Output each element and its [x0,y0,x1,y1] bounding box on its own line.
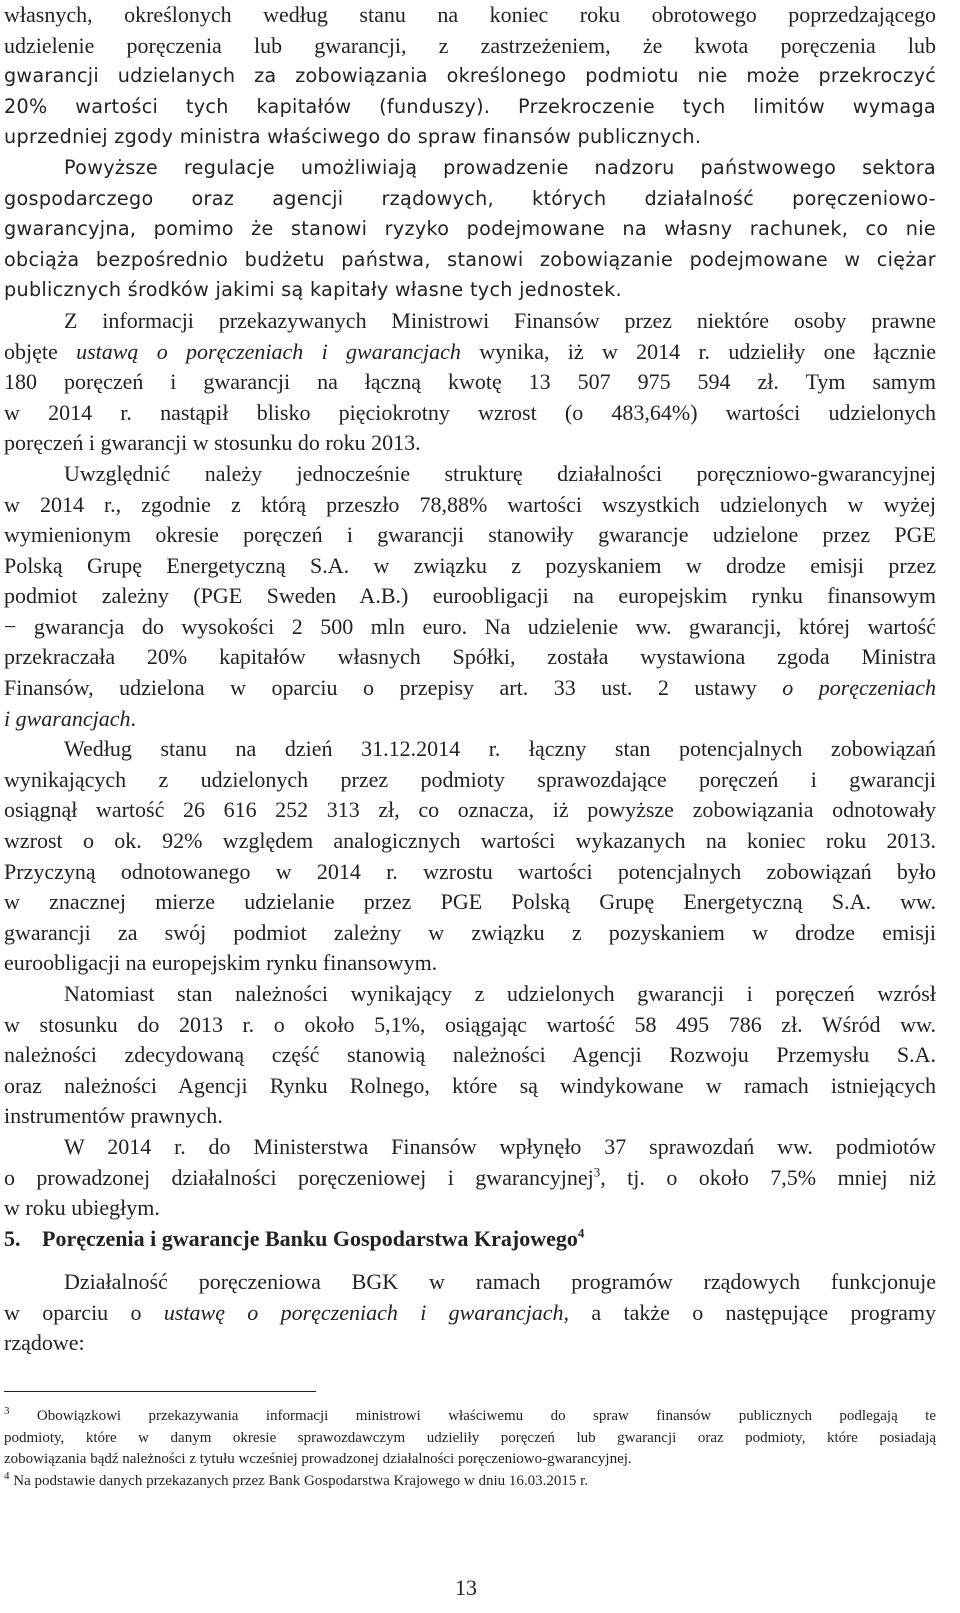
section-body [4,1267,936,1359]
text-line: euroobligacji na europejskim rynku finansowym. [4,950,438,976]
text-line: 180 poręczeń i gwarancji na łączną kwotę 13 507 975 594 zł. Tym samym [4,369,936,395]
text-span: Finansów, udzielona w oparciu o przepisy art. 33 ust. 2 ustawy [4,675,783,701]
section-title: Poręczenia i gwarancje Banku Gospodarstwa Krajowego [42,1226,578,1251]
section-paragraph [4,1267,936,1359]
italic-text: o poręczeniach [782,675,936,701]
text-line: Z informacji przekazywanych Ministrowi Finansów przez niektóre osoby prawne [64,307,936,333]
footnote-text: podmioty, które w danym okresie sprawozdawczym udzieliły poręczeń lub gwarancji oraz podmioty, które posiadają [4,1429,936,1446]
text-line: w 2014 r. nastąpił blisko pięciokrotny wzrost (o 483,64%) wartości udzielonych [4,399,936,425]
text-line: Polską Grupę Energetyczną S.A. w związku z pozyskaniem w drodze emisji przez [4,552,936,578]
body-text [4,0,936,1224]
text-span: . [130,705,136,731]
text-span: , a także o następujące programy [563,1299,936,1325]
text-line: publicznych środków jakimi są kapitały własne tych jednostek. [4,278,622,302]
footnote-ref: 4 [577,1225,585,1241]
text-line: obciąża bezpośrednio budżetu państwa, stanowi zobowiązanie podejmowane w ciężar [4,247,936,271]
text-span: objęte [4,338,77,364]
text-line: wzrost o ok. 92% względem analogicznych wartości wykazanych na koniec roku 2013. [4,828,936,854]
text-span: , tj. o około 7,5% mniej niż [600,1164,936,1190]
text-line: wynikających z udzielonych przez podmioty sprawozdające poręczeń i gwarancji [4,766,936,792]
text-line: podmiot zależny (PGE Sweden A.B.) euroobligacji na europejskim rynku finansowym [4,583,936,609]
text-line: udzielenie poręczenia lub gwarancji, z zastrzeżeniem, że kwota poręczenia lub [4,32,936,58]
text-line: wymienionym okresie poręczeń i gwarancji stanowiły gwarancje udzielone przez PGE [4,522,936,548]
text-line: w roku ubiegłym. [4,1195,160,1221]
footnote-line [4,1428,936,1450]
text-line: w 2014 r., zgodnie z którą przeszło 78,88% wartości wszystkich udzielonych w wyżej [4,491,936,517]
text-line: uprzedniej zgody ministra właściwego do spraw finansów publicznych. [4,125,702,149]
section-number: 5. [4,1226,21,1251]
text-line: przekraczała 20% kapitałów własnych Spółki, została wystawiona zgoda Ministra [4,644,936,670]
section-heading [4,1226,584,1252]
footnote-text: Obowiązkowi przekazywania informacji ministrowi właściwemu do spraw finansów publicznych podlegają te [9,1408,936,1424]
text-line: własnych, określonych według stanu na koniec roku obrotowego poprzedzającego [4,2,936,27]
text-line: Przyczyną odnotowanego w 2014 r. wzrostu wartości potencjalnych zobowiązań było [4,858,936,884]
text-line: osiągnął wartość 26 616 252 313 zł, co oznacza, iż powyższe zobowiązania odnotowały [4,797,936,823]
text-line: Powyższe regulacje umożliwiają prowadzenie nadzoru państwowego sektora [64,155,936,179]
footnote-separator [4,1391,316,1392]
text-line: w stosunku do 2013 r. o około 5,1%, osiągając wartość 58 495 786 zł. Wśród ww. [4,1011,936,1037]
text-line: Według stanu na dzień 31.12.2014 r. łączny stan potencjalnych zobowiązań [64,736,936,762]
text-line: rządowe: [4,1330,85,1356]
footnote-line [4,1449,936,1471]
text-line: gospodarczego oraz agencji rządowych, których działalność poręczeniowo- [4,186,936,210]
text-span: w oparciu o [4,1299,164,1325]
italic-text: ustawą o poręczeniach i gwarancjach [76,338,461,364]
text-line: poręczeń i gwarancji w stosunku do roku 2013. [4,430,421,456]
footnote-number: 4 [4,1469,10,1482]
text-line: 20% wartości tych kapitałów (funduszy). Przekroczenie tych limitów wymaga [4,94,936,118]
text-span: wynika, iż w 2014 r. udzieliły one łącznie [460,338,936,364]
text-line: − gwarancja do wysokości 2 500 mln euro. Na udzielenie ww. gwarancji, której wartość [4,613,936,639]
footnote-list [4,1406,936,1492]
text-line [4,1163,936,1194]
text-line: gwarancji udzielanych za zobowiązania określonego podmiotu nie może przekroczyć [4,64,936,88]
text-line: w znacznej mierze udzielanie przez PGE Polską Grupę Energetyczną S.A. ww. [4,889,936,915]
text-line [4,673,936,704]
text-line: należności zdecydowaną część stanowią należności Agencji Rozwoju Przemysłu S.A. [4,1042,936,1068]
text-line: oraz należności Agencji Rynku Rolnego, które są windykowane w ramach istniejących [4,1072,936,1098]
text-line: W 2014 r. do Ministerstwa Finansów wpłynęło 37 sprawozdań ww. podmiotów [64,1133,936,1159]
footnotes [4,1406,936,1492]
page-number: 13 [455,1575,477,1600]
text-line [4,704,936,735]
text-line: Natomiast stan należności wynikający z udzielonych gwarancji i poręczeń wzrósł [64,981,936,1006]
text-line [4,1298,936,1329]
footnote-text: Na podstawie danych przekazanych przez Bank Gospodarstwa Krajowego w dniu 16.03.2015 r. [9,1472,589,1489]
footnote-line [4,1406,936,1428]
text-line: gwarancyjna, pomimo że stanowi ryzyko podejmowane na własny rachunek, co nie [4,217,936,241]
text-line: Działalność poręczeniowa BGK w ramach programów rządowych funkcjonuje [64,1269,936,1294]
footnote-number: 3 [4,1405,10,1417]
footnote-text: zobowiązania bądź należności z tytułu wcześniej prowadzonej działalności poręczeniowo-gwarancyjnej. [4,1451,632,1467]
italic-text: ustawę o poręczeniach i gwarancjach [163,1299,564,1325]
document-page [4,0,936,1224]
footnote-ref: 3 [593,1164,601,1180]
text-line: instrumentów prawnych. [4,1103,223,1129]
italic-text: i gwarancjach [4,705,131,731]
text-line [4,337,936,368]
text-line: gwarancji za swój podmiot zależny w związku z pozyskaniem w drodze emisji [4,919,936,945]
footnote-line [4,1471,936,1493]
text-span: o prowadzonej działalności poręczeniowej i gwarancyjnej [4,1164,594,1190]
text-line: Uwzględnić należy jednocześnie strukturę działalności poręczniowo-gwarancyjnej [64,460,936,486]
